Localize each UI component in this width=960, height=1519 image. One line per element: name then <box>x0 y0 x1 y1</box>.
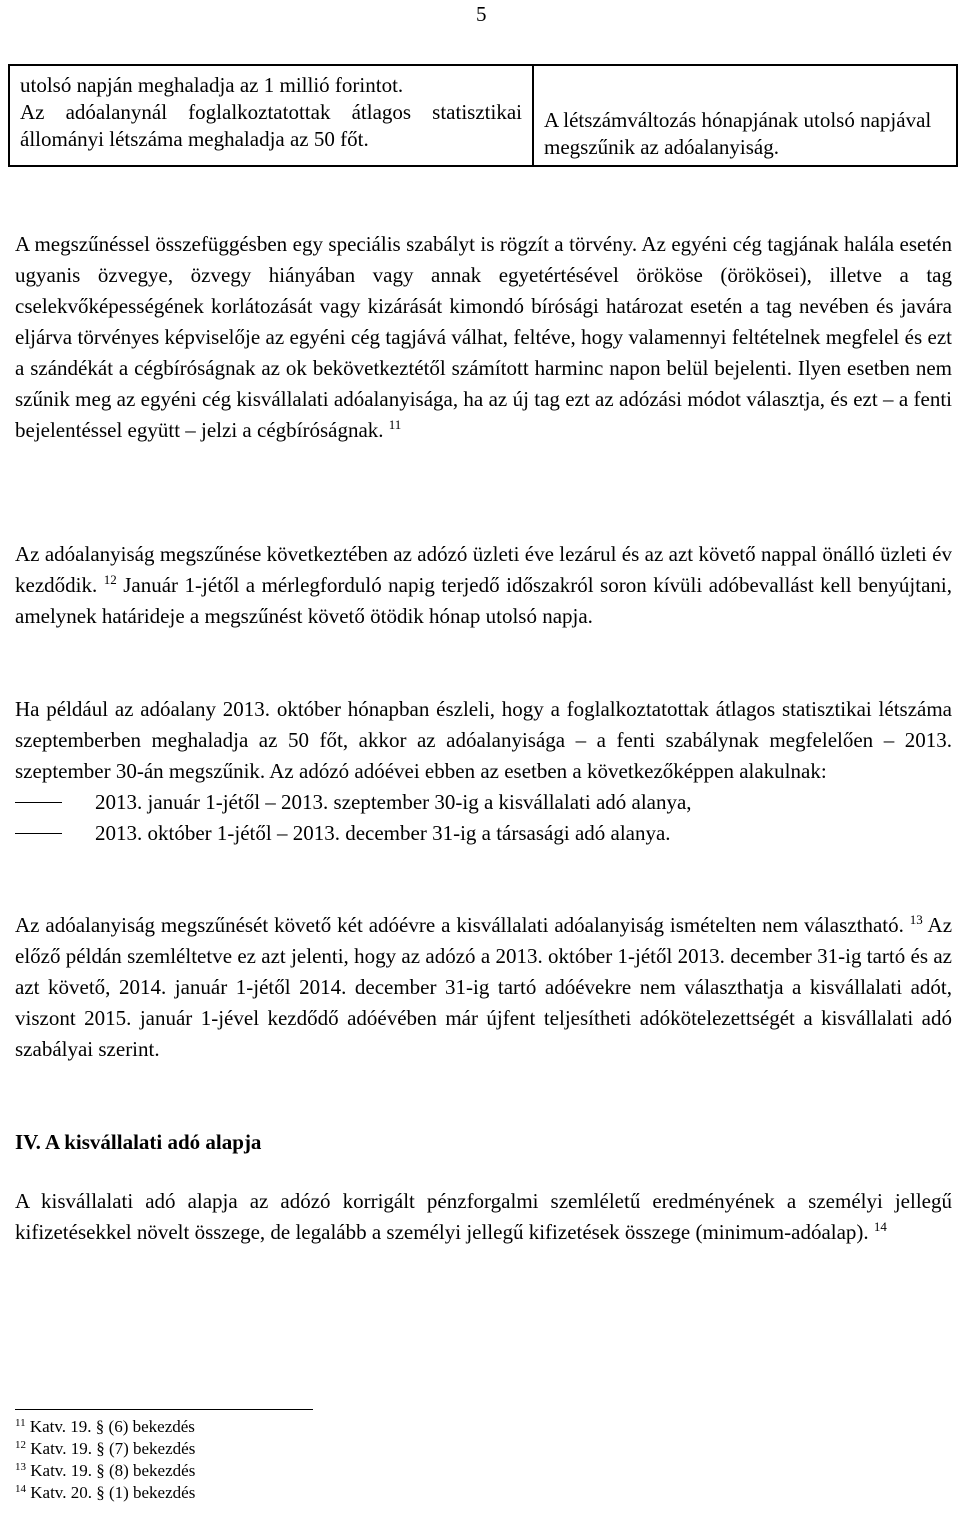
footnote-number: 11 <box>15 1417 26 1429</box>
footnote-text: Katv. 20. § (1) bekezdés <box>26 1483 196 1502</box>
footnotes <box>15 1416 195 1504</box>
footnote-ref: 14 <box>873 1219 887 1234</box>
list-item-text: 2013. október 1-jétől – 2013. december 31-ig a társasági adó alanya. <box>95 821 671 845</box>
list-item <box>15 818 952 849</box>
table-row <box>9 65 957 166</box>
section-heading: IV. A kisvállalati adó alapja <box>15 1130 262 1154</box>
footnote-ref: 11 <box>388 417 402 432</box>
paragraph-text-cont: Az előző példán szemléltetve ez azt jelenti, hogy az adózó a 2013. október 1-jétől 2013. december 31-ig tartó és az azt követő, 2014. január 1-jétől 2014. december 31-ig tartó adóévekre nem választhatja a kisvállalati adót, viszont 2015. január 1-jével kezdődő adóévében már újfent teljesítheti adókötelezettségét a kisvállalati adó szabályai szerint. <box>15 913 953 1061</box>
footnote-text: Katv. 19. § (6) bekezdés <box>25 1417 195 1436</box>
dash-bullet <box>15 833 62 834</box>
paragraph-example <box>15 694 952 849</box>
section-heading-wrap <box>15 1128 952 1156</box>
footnote <box>15 1482 195 1504</box>
paragraph-text: Az adóalanyiság megszűnése következtében az adózó üzleti éve lezárul és az azt követő nappal önálló üzleti év kezdődik. <box>15 542 952 597</box>
paragraph-text: Ha például az adóalany 2013. október hónapban észleli, hogy a foglalkoztatottak átlagos statisztikai létszáma szeptemberben meghaladja az 50 főt, akkor az adóalanyisága – a fenti szabálynak megfelelően – 2013. szeptember 30-án megszűnik. Az adózó adóévei ebben az esetben a következőképpen alakulnak: <box>15 697 952 783</box>
paragraph-text: A megszűnéssel összefüggésben egy speciális szabályt is rögzít a törvény. Az egyéni cég tagjának halála esetén ugyanis özvegye, özvegy hiányában vagy annak egyetértésével örököse (örökösei), illetve a tag cselekvőképességének korlátozását vagy kizárását kimondó bírósági határozat esetén a tag nevében és javára eljárva törvényes képviselője az egyéni cég tagjává válhat, feltéve, hogy valamennyi feltételnek megfelel és ezt a szándékát a cégbíróságnak az ok bekövetkeztétől számított harminc napon belül bejelenti. Ilyen esetben nem szűnik meg az egyéni cég kisvállalati adóalanyisága, ha az új tag ezt az adózási módot választja, és ezt – a fenti bejelentéssel együtt – jelzi a cégbíróságnak. <box>15 232 952 442</box>
footnote <box>15 1460 195 1482</box>
paragraph-text-cont: Január 1-jétől a mérlegforduló napig terjedő időszakról soron kívüli adóbevallást kell benyújtani, amelynek határideje a megszűnést követő ötödik hónap utolsó napja. <box>15 573 952 628</box>
dash-bullet <box>15 802 62 803</box>
footnote-number: 12 <box>15 1439 26 1451</box>
table-cell-condition <box>9 65 533 166</box>
list-item <box>15 787 952 818</box>
paragraph-text: Az adóalanyiság megszűnését követő két adóévre a kisvállalati adóalanyiság ismételten nem választható. <box>15 913 904 937</box>
condition-text-2: Az adóalanynál foglalkoztatottak átlagos statisztikai állományi létszáma meghaladja az 50 főt. <box>20 100 522 151</box>
paragraph-business-year <box>15 539 952 632</box>
footnote <box>15 1438 195 1460</box>
paragraph-text: A kisvállalati adó alapja az adózó korrigált pénzforgalmi szemléletű eredményének a személyi jellegű kifizetésekkel növelt összege, de legalább a személyi jellegű kifizetések összege (minimum-adóalap). <box>15 1189 952 1244</box>
tax-year-list <box>15 787 952 849</box>
paragraph-tax-base <box>15 1186 952 1248</box>
paragraph-special-rule <box>15 229 952 446</box>
footnote-ref: 13 <box>909 912 923 927</box>
footnote-number: 14 <box>15 1483 26 1495</box>
footnote-separator <box>15 1409 313 1410</box>
footnote-number: 13 <box>15 1461 26 1473</box>
footnote-ref: 12 <box>103 572 117 587</box>
footnote-text: Katv. 19. § (8) bekezdés <box>26 1461 196 1480</box>
condition-table <box>8 64 958 167</box>
list-item-text: 2013. január 1-jétől – 2013. szeptember 30-ig a kisvállalati adó alanya, <box>95 790 692 814</box>
paragraph-reelection <box>15 910 952 1065</box>
condition-text-1: utolsó napján meghaladja az 1 millió forintot. <box>20 73 404 97</box>
footnote <box>15 1416 195 1438</box>
page-number: 5 <box>476 2 487 26</box>
footnote-text: Katv. 19. § (7) bekezdés <box>26 1439 196 1458</box>
consequence-text: A létszámváltozás hónapjának utolsó napjával megszűnik az adóalanyiság. <box>544 108 932 159</box>
table-cell-consequence <box>533 65 957 166</box>
